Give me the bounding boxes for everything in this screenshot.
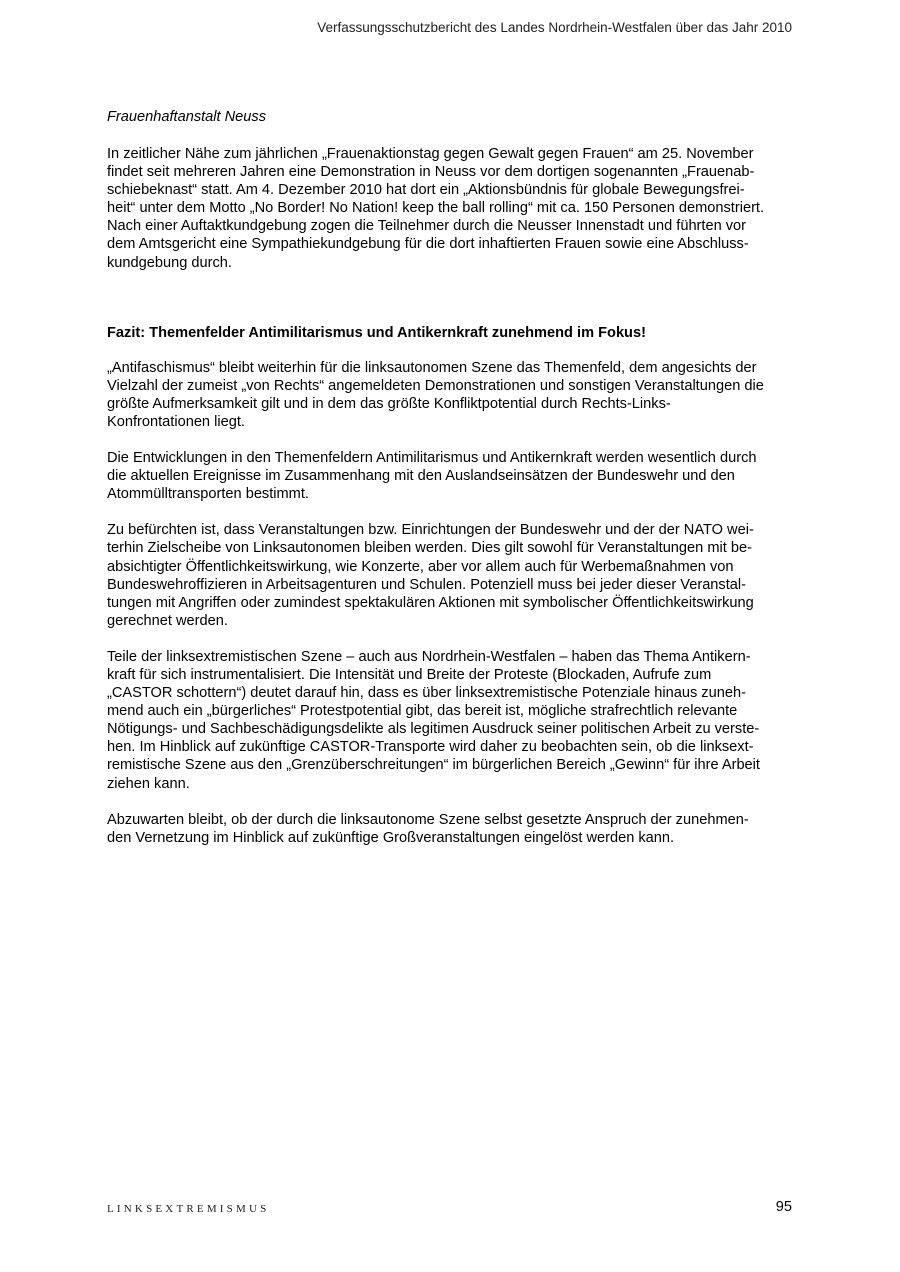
page-header: Verfassungsschutzbericht des Landes Nordrhein-Westfalen über das Jahr 2010	[317, 20, 792, 35]
paragraph-antifaschismus: „Antifaschismus“ bleibt weiterhin für die linksautonomen Szene das Themenfeld, dem angesichts der Vielzahl der zumeist „von Rechts“ angemeldeten Demonstrationen und sonstigen Veranstaltungen die größte Aufmerksamkeit gilt und in dem das größte Konfliktpotential durch Rechts-Links- Konfrontationen liegt.	[107, 359, 764, 430]
paragraph-abzuwarten: Abzuwarten bleibt, ob der durch die linksautonome Szene selbst gesetzte Anspruch der zunehmen- den Vernetzung im Hinblick auf zukünftige Großveranstaltungen eingelöst werden kann.	[107, 811, 749, 846]
paragraph-antikernkraft: Teile der linksextremistischen Szene – auch aus Nordrhein-Westfalen – haben das Thema Antikern- kraft für sich instrumentalisiert. Die Intensität und Breite der Proteste (Blockaden, Aufrufe zum „CASTOR schottern“) deutet darauf hin, dass es über linksextremistische Potenziale hinaus zuneh- mend auch ein „bürgerliches“ Protestpotential gibt, das bereit ist, mögliche strafrechtlich relevante Nötigungs- und Sachbeschädigungsdelikte als legitimen Ausdruck seiner politischen Arbeit zu verste- hen. Im Hinblick auf zukünftige CASTOR-Transporte wird daher zu beobachten sein, ob die linksext- remistische Szene aus den „Grenzüberschreitungen“ im bürgerlichen Bereich „Gewinn“ für ihre Arbeit ziehen kann.	[107, 648, 760, 792]
paragraph-frauenhaftanstalt: In zeitlicher Nähe zum jährlichen „Frauenaktionstag gegen Gewalt gegen Frauen“ am 25. November findet seit mehreren Jahren eine Demonstration in Neuss vor dem dortigen sogenannten „Frauenab- schiebeknast“ statt. Am 4. Dezember 2010 hat dort ein „Aktionsbündnis für globale Bewegungsfrei- heit“ unter dem Motto „No Border! No Nation! keep the ball rolling“ mit ca. 150 Personen demonstriert. Nach einer Auftaktkundgebung zogen die Teilnehmer durch die Neusser Innenstadt und führten vor dem Amtsgericht eine Sympathiekundgebung für die dort inhaftierten Frauen sowie eine Abschluss- kundgebung durch.	[107, 146, 765, 271]
page-content	[107, 108, 792, 865]
footer-section-label: LINKSEXTREMISMUS	[107, 1203, 270, 1215]
section-title-fazit: Fazit: Themenfelder Antimilitarismus und Antikernkraft zunehmend im Fokus!	[107, 324, 646, 341]
page-number: 95	[775, 1199, 792, 1215]
section-subheading: Frauenhaftanstalt Neuss	[107, 109, 266, 125]
paragraph-befuerchten: Zu befürchten ist, dass Veranstaltungen bzw. Einrichtungen der Bundeswehr und der der NATO wei- terhin Zielscheibe von Linksautonomen bleiben werden. Dies gilt sowohl für Veranstaltungen mit be- absichtigter Öffentlichkeitswirkung, wie Konzerte, aber vor allem auch für Werbemaßnahmen von Bundeswehroffizieren in Arbeitsagenturen und Schulen. Potenziell muss bei jeder dieser Veranstal- tungen mit Angriffen oder zumindest spektakulären Aktionen mit symbolischer Öffentlichkeitswirkung gerechnet werden.	[107, 522, 754, 629]
section-spacer	[107, 290, 792, 324]
paragraph-entwicklungen: Die Entwicklungen in den Themenfeldern Antimilitarismus und Antikernkraft werden wesentlich durch die aktuellen Ereignisse im Zusammenhang mit den Auslandseinsätzen der Bundeswehr und den Atommülltransporten bestimmt.	[107, 450, 757, 503]
